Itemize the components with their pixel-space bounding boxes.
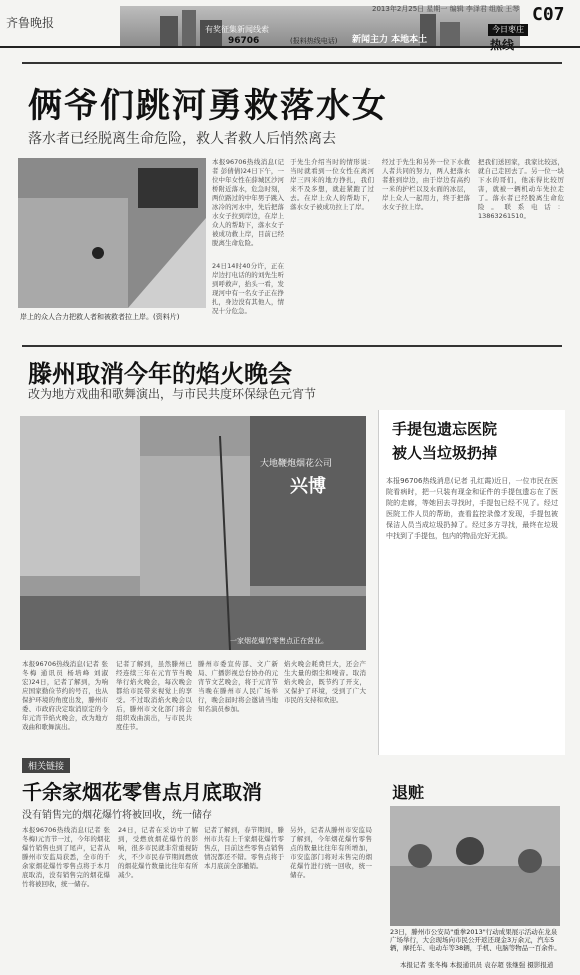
story1-subhead: 落水者已经脱离生命危险，救人者救人后悄然离去 [28,131,336,147]
side1-headline-line1: 手提包遗忘医院 [392,420,498,438]
related-link-label: 相关链接 [22,758,70,773]
side2-photo [390,806,560,926]
side2-credit: 本报记者 张冬梅 本报通讯员 袁存超 张继强 摄影报道 [400,961,554,969]
story1-column-1: 本报96706热线消息(记者 彭倩倩)24日下午，一位中年女性在薛城区沙河桥附近落水，危急时刻，两位路过的中年男子跳入冰冷的河水中，先后把落水女子拉到岸边，在岸上众人的帮助下，落水女子被成功救上岸，目前已经脱离生命危险。 [212,158,284,247]
section-name: 热线 [490,38,515,52]
fireworks-shop-photo [20,416,366,650]
story1-column-5: 把我们送回家，我家比较远，就自己走回去了。另一位一块下水的哥们，他冻得比较厉害，就被一辆机动车先拉走了。落水者已经脱离生命危险。联系电话：13863261510。 [478,158,564,220]
story1-column-4: 经过于先生和另外一位下水救人者共同的努力，两人把落水者推到岸边，由于岸边有高约一米的护栏以及水面的冰层，岸上众人一起用力，终于把落水女子拉上岸。 [382,158,470,211]
story3-headline: 千余家烟花零售点月底取消 [22,780,262,804]
story1-top-rule [22,62,562,64]
story2-photo-caption: 一家烟花爆竹零售点正在营业。 [230,637,328,645]
story3-column-3: 记者了解到，春节期间，滕州市共有上千家烟花爆竹零售点，目前这些零售点销售情况都还不错。零售点将于本月底前全部撤销。 [204,826,284,870]
story2-top-rule [22,345,562,347]
ad-slogan: 新闻主力 本地本土 [352,35,428,45]
story3-column-4: 另外，记者从滕州市安监局了解到，今年烟花爆竹零售点的数量比往年有所增加，市安监部门将对未售完的烟花爆竹进行统一回收，统一储存。 [290,826,372,879]
story3-subhead: 没有销售完的烟花爆竹将被回收，统一储存 [22,810,212,821]
story2-headline: 滕州取消今年的焰火晚会 [28,359,292,388]
side1-body: 本报96706热线消息(记者 孔红霞)近日，一位市民在医院看病时，把一只装有现金和证件的手提包遗忘在了医院的走廊，等她回去寻找时，手提包已经不见了。经过医院工作人员的帮助，查看监控录像才发现，手提包被保洁人员当成垃圾扔掉了。经过多方寻找，最终在垃圾中找到了手提包，包内的物品完好无损。 [386,477,558,540]
story2-subhead: 改为地方戏曲和歌舞演出，与市民共度环保绿色元宵节 [28,387,317,401]
story1-photo [18,158,206,308]
story2-photo [20,416,366,650]
story1-headline: 俩爷们跳河勇救落水女 [28,86,388,126]
dateline: 2013年2月25日 星期一 编辑 李泽君 组版 王琴 [372,5,520,13]
side1-headline-line2: 被人当垃圾扔掉 [392,444,498,462]
story1-column-2: 24日14时40分许，正在岸边打电话的的刘先生听到呼救声，抬头一看，发现河中有一名女子正在挣扎，身边没有其他人，情况十分危急。 [212,262,284,315]
photo-sign-2: 兴博 [290,476,326,497]
paper-name: 齐鲁晚报 [6,16,55,30]
story2-column-3: 滕州市委宣传部、文广新局、广播影视总台协办的元宵节文艺晚会，将于元宵节当晚在滕州市人民广场举行，晚会届时将会邀请当地知名演员参加。 [198,660,278,713]
edition-tag: 今日枣庄 [488,24,528,36]
ad-text: 有奖征集新闻线索 [205,25,269,34]
river-rescue-photo [18,158,206,308]
story2-column-1: 本报96706热线消息(记者 张冬梅 通讯员 杨培峰 刘淑宏)24日，记者了解到，为响应国家勤俭节约的号召，也从保护环境的角度出发，滕州市委、市政府决定取消原定的今年元宵节焰火晚会，改为地方戏曲和歌舞演出。 [22,660,108,731]
photo-sign-1: 大地鞭炮烟花公司 [260,459,333,469]
story3-column-2: 24日，记者在采访中了解到，受燃放烟花爆竹的影响，很多市民就非常重视防火，不少市民春节期间燃放的烟花爆竹数量比往年有所减少。 [118,826,198,879]
side2-photo-caption: 23日，滕州市公安局"重拳2013"行动成果展示活动在龙泉广场举行，大会现场向市民公开返还现金3万余元，汽车5辆，摩托车、电动车等38辆，手机、电脑等物品一百余件。 [390,928,561,952]
story1-column-3: 于先生介绍当时的情形说：当时就看到一位女性在离河岸三四米的地方挣扎，我们来不及多想，就赶紧跑了过去。在岸上众人的帮助下，落水女子被成功拉上了岸。 [290,158,374,211]
story2-column-2: 记者了解到，虽然滕州已经连续三年在元宵节当晚举行焰火晚会，每次晚会都给市民带来视觉上的享受。不过取消焰火晚会以后，滕州市文化部门将会组织戏曲演出，与市民共度佳节。 [116,660,192,731]
ad-phone-note: (报料热线电话) [290,37,338,45]
story2-column-4: 焰火晚会耗费巨大，还会产生大量的烟尘和噪音。取消焰火晚会，既节约了开支，又保护了环境，受到了广大市民的支持和欢迎。 [284,660,366,704]
side2-headline: 退赃 [392,783,425,802]
crowd-photo [390,806,560,926]
story1-photo-caption: 岸上的众人合力把救人者和被救者拉上岸。(资料片) [20,313,180,321]
page-number: C07 [532,4,565,25]
masthead [0,0,580,52]
story3-column-1: 本报96706热线消息(记者 张冬梅)元宵节一过，今年的烟花爆竹销售也到了尾声，记者从滕州市安监局获悉，全市的千余家烟花爆竹零售点将于本月底取消，没有销售完的烟花爆竹将被回收，统一储存。 [22,826,110,888]
ad-phone: 96706 [228,36,260,46]
